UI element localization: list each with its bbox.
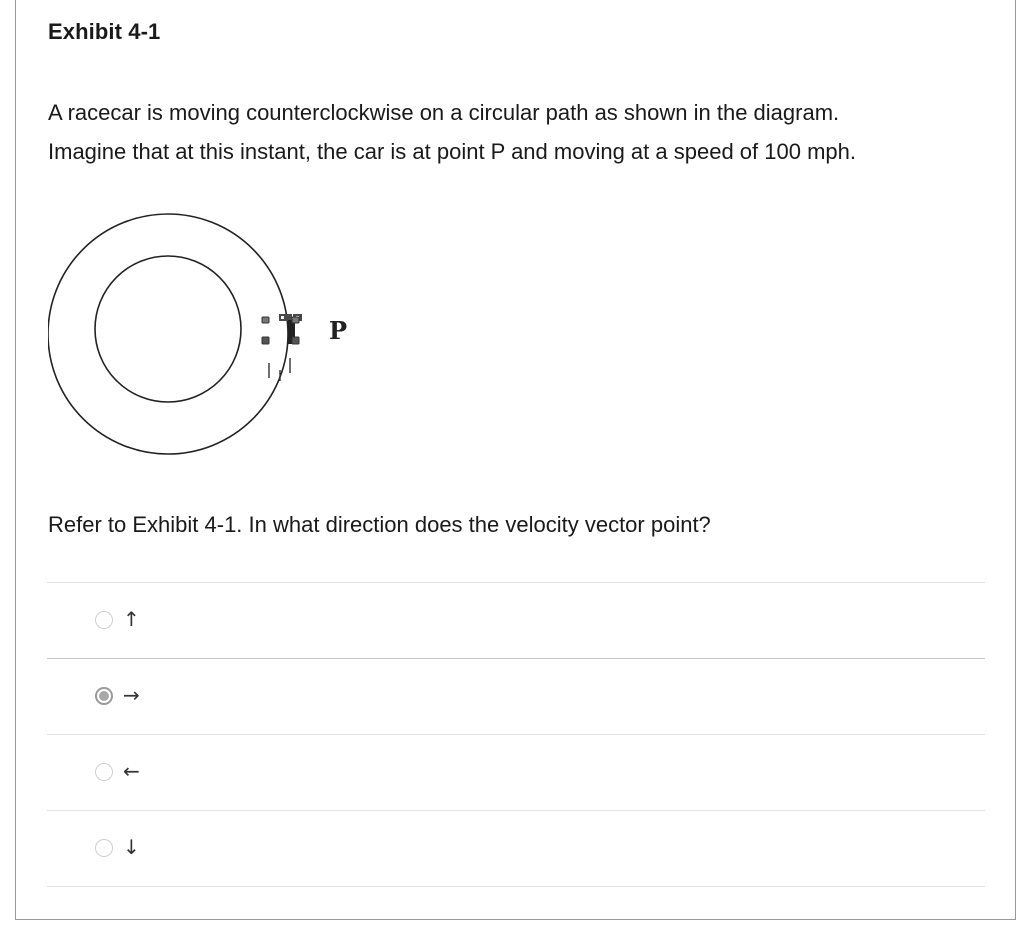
exhibit-description (48, 93, 988, 171)
arrow-left-icon: ← (123, 759, 140, 783)
choice-right[interactable] (47, 658, 985, 734)
description-line-1: A racecar is moving counterclockwise on a circular path as shown in the diagram. (48, 100, 840, 125)
radio-left[interactable] (95, 763, 113, 781)
arrow-right-icon: → (123, 683, 140, 707)
arrow-up-icon: ↑ (123, 607, 140, 631)
point-p-label: P (329, 316, 348, 345)
answer-choices (47, 582, 985, 887)
radio-up[interactable] (95, 611, 113, 629)
choice-left[interactable] (47, 734, 985, 810)
choice-up[interactable] (47, 582, 985, 658)
racetrack-diagram (48, 200, 368, 472)
motion-lines-icon (269, 358, 290, 381)
question-text: Refer to Exhibit 4-1. In what direction does the velocity vector point? (48, 512, 711, 537)
description-line-2: Imagine that at this instant, the car is at point P and moving at a speed of 100 mph. (48, 139, 856, 164)
outer-track-circle (48, 214, 288, 454)
arrow-down-icon: ↓ (123, 835, 140, 859)
inner-track-circle (95, 256, 241, 402)
racecar-icon (262, 314, 302, 345)
radio-right[interactable] (95, 687, 113, 705)
radio-down[interactable] (95, 839, 113, 857)
exhibit-title: Exhibit 4-1 (48, 19, 161, 44)
choice-down[interactable] (47, 810, 985, 887)
